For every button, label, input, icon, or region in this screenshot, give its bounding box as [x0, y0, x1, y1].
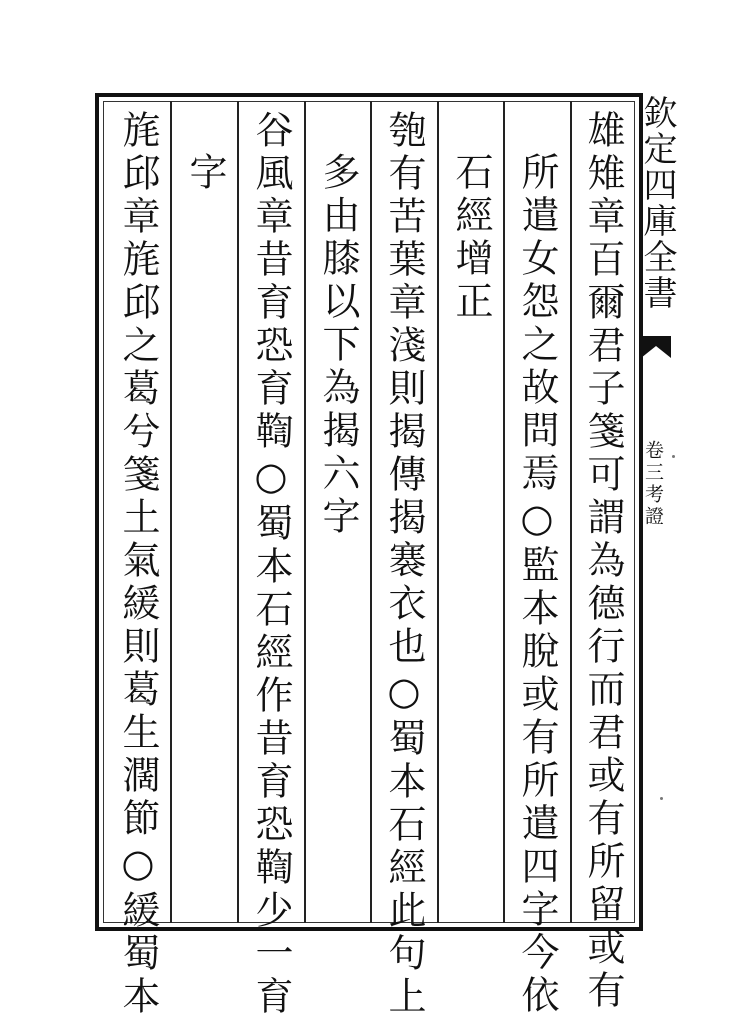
column-divider [237, 101, 239, 923]
text-column-2: 所遣女怨之故問焉○監本脫或有所遣四字今依 [515, 152, 559, 1018]
text-column-8: 旄邱章旄邱之葛兮箋土氣緩則葛生濶節○緩蜀本 [116, 110, 160, 1019]
column-divider [437, 101, 439, 923]
text-column-3: 石經增正 [449, 152, 493, 324]
column-divider [370, 101, 372, 923]
book-title: 欽定四庫全書 [637, 95, 677, 311]
column-divider [304, 101, 306, 923]
text-column-6: 谷風章昔育恐育鞫○蜀本石經作昔育恐鞫少一育 [249, 110, 293, 1019]
column-divider [170, 101, 172, 923]
text-column-7: 字 [183, 152, 227, 195]
scan-speck [660, 797, 663, 800]
scan-speck [672, 455, 675, 458]
fish-tail-icon [641, 332, 671, 362]
column-divider [503, 101, 505, 923]
volume-label: 卷三考證 [642, 440, 664, 528]
column-divider [570, 101, 572, 923]
text-column-5: 多由膝以下為揭六字 [316, 152, 360, 539]
text-column-4: 匏有苦葉章淺則揭傳揭褰衣也○蜀本石經此句上 [382, 110, 426, 1019]
text-column-1: 雄雉章百爾君子箋可謂為德行而君或有所留或有 [581, 110, 625, 1013]
